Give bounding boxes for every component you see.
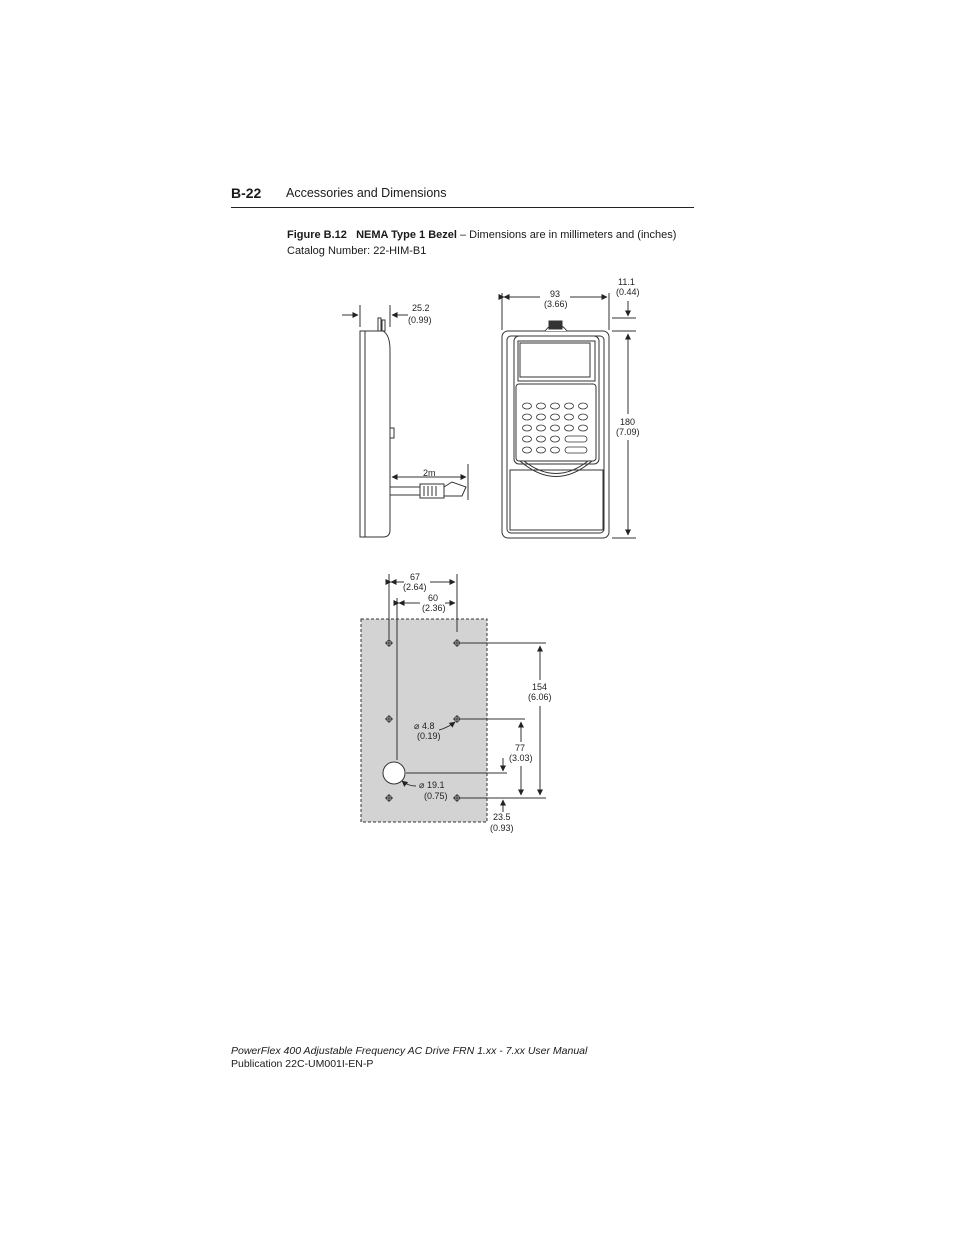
page-number: B-22 [231,185,262,201]
footer-manual-title: PowerFlex 400 Adjustable Frequency AC Drive FRN 1.xx - 7.xx User Manual [231,1045,588,1057]
height-in-label: (7.09) [616,427,640,437]
vertical-span-in-label: (6.06) [528,692,552,702]
hole-span-mm-label: 67 [410,572,421,582]
small-hole-in-label: (0.19) [417,731,441,741]
figure-description: – Dimensions are in millimeters and (inches) [456,229,677,241]
section-title: Accessories and Dimensions [286,186,447,200]
front-view [502,293,636,538]
small-hole-mm-label: 4.8 [422,721,435,731]
depth-mm-label: 25.2 [412,303,430,313]
bottom-in-label: (0.93) [490,823,514,833]
mid-in-label: (3.03) [509,753,533,763]
height-mm-label: 180 [620,417,636,427]
offset-in-label: (0.44) [616,287,640,297]
depth-in-label: (0.99) [408,315,432,325]
cable-length-label: 2m [423,468,436,478]
footer-publication: Publication 22C-UM001I-EN-P [231,1058,374,1070]
width-mm-label: 93 [550,289,561,299]
large-hole-in-label: (0.75) [424,791,448,801]
offset-mm-label: 11.1 [618,277,635,287]
hole-spacing-mm-label: 60 [428,593,439,603]
vertical-span-mm-label: 154 [532,682,548,692]
hole-span-in-label: (2.64) [403,582,427,592]
bottom-mm-label: 23.5 [493,812,511,822]
hole-spacing-in-label: (2.36) [422,603,446,613]
figure-number: Figure B.12 [287,229,347,241]
figure-title: NEMA Type 1 Bezel [356,229,457,241]
keypad [523,403,588,453]
width-in-label: (3.66) [544,299,568,309]
large-hole-dia-symbol: ⌀ [419,780,425,790]
small-hole-dia-symbol: ⌀ [414,721,420,731]
large-hole-mm-label: 19.1 [427,780,445,790]
side-view [342,305,468,537]
mid-mm-label: 77 [515,743,526,753]
mounting-template [361,574,546,822]
catalog-number: Catalog Number: 22-HIM-B1 [287,245,427,257]
